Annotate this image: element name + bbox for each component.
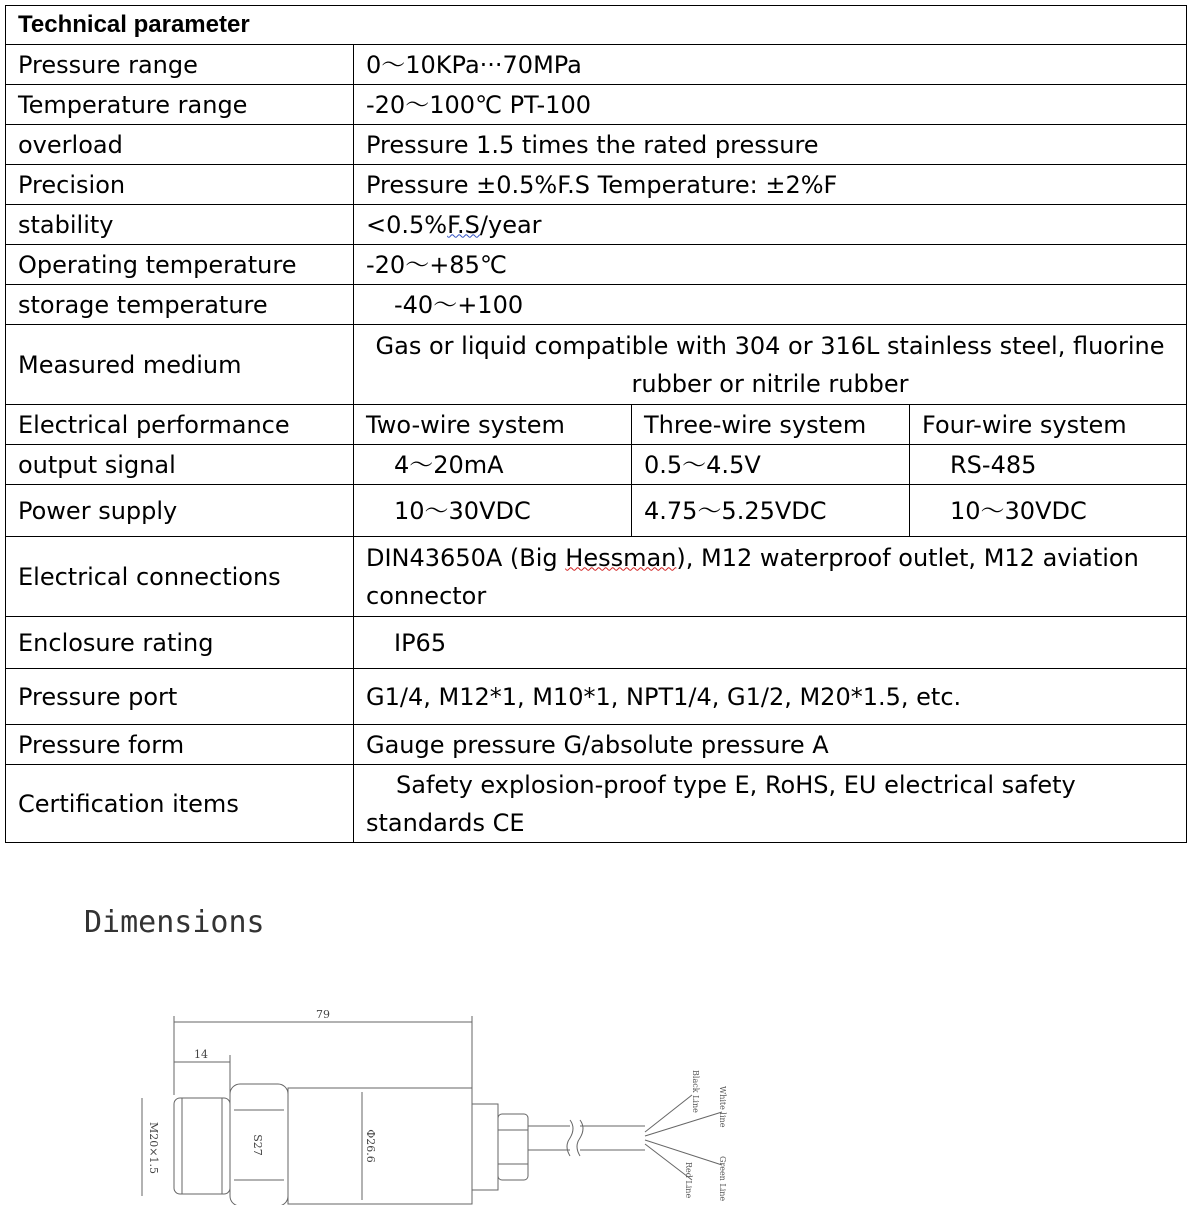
row-value xyxy=(354,205,1187,245)
row-value xyxy=(354,537,1187,617)
row-label: Enclosure rating xyxy=(6,617,354,669)
row-value: Three-wire system xyxy=(632,405,910,445)
row-value: RS-485 xyxy=(910,445,1187,485)
row-label: Power supply xyxy=(6,485,354,537)
row-label: Measured medium xyxy=(6,325,354,405)
table-title: Technical parameter xyxy=(6,6,1187,45)
stability-mark: F.S xyxy=(447,210,480,239)
row-value: Two-wire system xyxy=(354,405,632,445)
thread-label: M20×1.5 xyxy=(147,1122,160,1174)
row-value: Four-wire system xyxy=(910,405,1187,445)
row-label: Electrical performance xyxy=(6,405,354,445)
row-value: 0.5～4.5V xyxy=(632,445,910,485)
stability-pre: <0.5% xyxy=(366,210,448,239)
row-value: 4.75～5.25VDC xyxy=(632,485,910,537)
row-label: overload xyxy=(6,125,354,165)
wire-white-label: White line xyxy=(718,1086,727,1128)
row-label: Certification items xyxy=(6,765,354,843)
row-value: Pressure ±0.5%F.S Temperature: ±2%F xyxy=(354,165,1187,205)
row-label: Temperature range xyxy=(6,85,354,125)
row-value: Safety explosion-proof type E, RoHS, EU electrical safety standards CE xyxy=(354,765,1187,843)
row-value: Gauge pressure G/absolute pressure A xyxy=(354,725,1187,765)
row-label: Pressure form xyxy=(6,725,354,765)
dimensions-heading: Dimensions xyxy=(84,905,265,940)
row-value: 10～30VDC xyxy=(354,485,632,537)
row-value: -20～+85℃ xyxy=(354,245,1187,285)
wire-white xyxy=(645,1112,722,1136)
row-label: Operating temperature xyxy=(6,245,354,285)
sensor-body xyxy=(288,1088,472,1204)
connections-mark: Hessman xyxy=(565,543,677,572)
row-label: output signal xyxy=(6,445,354,485)
row-value: 10～30VDC xyxy=(910,485,1187,537)
row-value: -40～+100 xyxy=(354,285,1187,325)
wire-black xyxy=(645,1095,692,1132)
row-label: Pressure range xyxy=(6,45,354,85)
row-value: IP65 xyxy=(354,617,1187,669)
row-label: storage temperature xyxy=(6,285,354,325)
stability-post: /year xyxy=(479,210,542,239)
overall-length-label: 79 xyxy=(316,1008,330,1021)
row-label: stability xyxy=(6,205,354,245)
connections-post: ), M12 waterproof outlet, M12 aviation connector xyxy=(366,543,1139,610)
technical-parameter-table xyxy=(5,5,1187,843)
row-label: Precision xyxy=(6,165,354,205)
sensor-dimension-drawing xyxy=(130,1000,750,1205)
row-value: G1/4, M12*1, M10*1, NPT1/4, G1/2, M20*1.5, etc. xyxy=(354,669,1187,725)
row-label: Electrical connections xyxy=(6,537,354,617)
diameter-label: Φ26.6 xyxy=(364,1129,377,1163)
wire-green-label: Green Line xyxy=(718,1156,727,1202)
row-value: 0～10KPa···70MPa xyxy=(354,45,1187,85)
row-label: Pressure port xyxy=(6,669,354,725)
row-value: Pressure 1.5 times the rated pressure xyxy=(354,125,1187,165)
row-value: Gas or liquid compatible with 304 or 316L stainless steel, fluorine rubber or nitrile rubber xyxy=(354,325,1187,405)
wire-black-label: Black Line xyxy=(691,1070,700,1113)
row-value: 4～20mA xyxy=(354,445,632,485)
cable-gland xyxy=(472,1104,498,1190)
hex-label: S27 xyxy=(251,1134,264,1156)
row-value: -20～100℃ PT-100 xyxy=(354,85,1187,125)
wire-red-label: Red Line xyxy=(684,1162,693,1199)
port-length-label: 14 xyxy=(194,1048,208,1061)
connections-pre: DIN43650A (Big xyxy=(366,543,566,572)
